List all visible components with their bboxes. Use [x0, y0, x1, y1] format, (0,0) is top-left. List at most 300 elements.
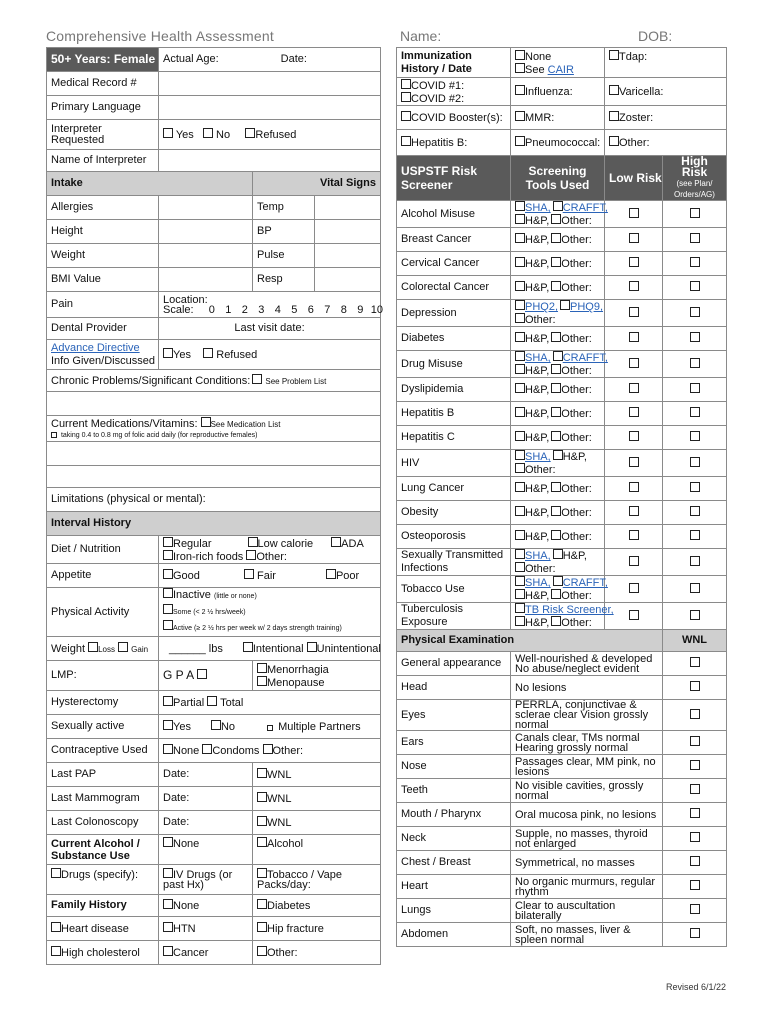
high-risk-cell: [663, 252, 727, 276]
sha-label[interactable]: SHA,: [525, 202, 551, 214]
poor-checkbox[interactable]: [326, 569, 336, 579]
med-list-checkbox[interactable]: [201, 417, 211, 427]
age-date-row[interactable]: [159, 48, 381, 72]
high-risk-checkbox[interactable]: [690, 281, 700, 291]
exam-area: Abdomen: [397, 923, 511, 947]
screener-name: Drug Misuse: [397, 351, 511, 378]
substance-none-checkbox[interactable]: [163, 837, 173, 847]
crafft-checkbox[interactable]: [553, 351, 563, 361]
hip-fracture-label: Hip fracture: [267, 923, 324, 935]
low-risk-checkbox[interactable]: [629, 383, 639, 393]
imm-other-checkbox[interactable]: [609, 136, 619, 146]
other-checkbox[interactable]: [551, 233, 561, 243]
last-mammogram-label: Last Mammogram: [47, 787, 159, 811]
exam-finding: Clear to auscultation bilaterally: [511, 899, 663, 923]
no-checkbox[interactable]: [203, 128, 213, 138]
poor-label: Poor: [335, 570, 360, 582]
covid1-checkbox[interactable]: [401, 79, 411, 89]
low-risk-checkbox[interactable]: [629, 307, 639, 317]
high-risk-cell: [663, 603, 727, 630]
low-risk-checkbox[interactable]: [629, 332, 639, 342]
screener-row: [397, 201, 727, 228]
advance-directive-link[interactable]: Advance Directive: [51, 341, 140, 354]
active-label: Active (≥ 2 ½ hrs per week w/ 2 days strength training): [173, 625, 342, 632]
interpreter-name-label: Name of Interpreter: [47, 150, 159, 172]
exam-area: Chest / Breast: [397, 851, 511, 875]
exam-wnl-checkbox[interactable]: [690, 808, 700, 818]
gpa-checkbox[interactable]: [197, 669, 207, 679]
meds-field-2[interactable]: [47, 466, 381, 488]
screening-tools-cell: [511, 252, 605, 276]
zoster-checkbox[interactable]: [609, 111, 619, 121]
temp-field[interactable]: [315, 196, 381, 220]
screening-tools-cell: [511, 402, 605, 426]
uspstf-table: [396, 155, 727, 630]
exam-wnl-checkbox[interactable]: [690, 904, 700, 914]
sha-checkbox[interactable]: [515, 549, 525, 559]
other-checkbox[interactable]: [515, 562, 525, 572]
phq9-checkbox[interactable]: [560, 300, 570, 310]
low-risk-checkbox[interactable]: [629, 281, 639, 291]
fh-diabetes-label: Diabetes: [267, 900, 311, 912]
high-risk-checkbox[interactable]: [690, 307, 700, 317]
pulse-field[interactable]: [315, 244, 381, 268]
contra-other-checkbox[interactable]: [263, 744, 273, 754]
interpreter-options: [159, 120, 381, 150]
mmr-checkbox[interactable]: [515, 111, 525, 121]
immunization-cell: [397, 48, 511, 78]
high-risk-checkbox[interactable]: [690, 208, 700, 218]
ada-label: ADA: [341, 537, 364, 550]
crafft-label[interactable]: CRAFFT,: [562, 202, 608, 214]
bmi-field[interactable]: [159, 268, 253, 292]
scale-value[interactable]: 0: [208, 303, 215, 316]
multiple-partners-checkbox[interactable]: [267, 725, 273, 731]
screener-name: Hepatitis B: [397, 402, 511, 426]
unintentional-checkbox[interactable]: [307, 642, 317, 652]
sha-checkbox[interactable]: [515, 576, 525, 586]
imm-none-cell: [511, 48, 605, 78]
high-risk-checkbox[interactable]: [690, 431, 700, 441]
cancer-checkbox[interactable]: [163, 946, 173, 956]
exam-wnl-checkbox[interactable]: [690, 928, 700, 938]
hysterectomy-options: [159, 691, 381, 715]
phq2-checkbox[interactable]: [515, 300, 525, 310]
exam-wnl-checkbox[interactable]: [690, 832, 700, 842]
screening-tools-cell: [511, 228, 605, 252]
other-checkbox[interactable]: [551, 257, 561, 267]
high-risk-checkbox[interactable]: [690, 530, 700, 540]
tb-screener-checkbox[interactable]: [515, 603, 525, 613]
problem-list-checkbox[interactable]: [252, 374, 262, 384]
sha-checkbox[interactable]: [515, 201, 525, 211]
exam-row: [397, 700, 727, 731]
varicella-label: Varicella:: [619, 86, 664, 98]
screening-tools-cell: [511, 351, 608, 378]
screener-name: Colorectal Cancer: [397, 276, 511, 300]
hp-checkbox[interactable]: [515, 383, 525, 393]
exam-finding: No organic murmurs, regular rhythm: [511, 875, 663, 899]
hp-checkbox[interactable]: [515, 589, 525, 599]
screener-name: Cervical Cancer: [397, 252, 511, 276]
tobacco-checkbox[interactable]: [257, 868, 267, 878]
screener-name: Osteoporosis: [397, 525, 511, 549]
contra-none-checkbox[interactable]: [163, 744, 173, 754]
yes-checkbox[interactable]: [163, 128, 173, 138]
gpa-field[interactable]: [159, 661, 253, 691]
hp-checkbox[interactable]: [515, 257, 525, 267]
screener-name: Alcohol Misuse: [397, 201, 511, 228]
high-risk-checkbox[interactable]: [690, 332, 700, 342]
sa-yes-checkbox[interactable]: [163, 720, 173, 730]
exam-row: [397, 779, 727, 803]
crafft-label[interactable]: CRAFFT,: [562, 577, 608, 589]
influenza-checkbox[interactable]: [515, 85, 525, 95]
menopause-label: Menopause: [267, 676, 325, 689]
low-risk-checkbox[interactable]: [629, 407, 639, 417]
high-risk-checkbox[interactable]: [690, 257, 700, 267]
allergies-field[interactable]: [159, 196, 253, 220]
low-calorie-checkbox[interactable]: [248, 537, 258, 547]
low-risk-checkbox[interactable]: [629, 556, 639, 566]
low-risk-cell: [605, 450, 663, 477]
hp-checkbox[interactable]: [515, 530, 525, 540]
screener-row: [397, 576, 727, 603]
intentional-label: Intentional: [252, 643, 304, 655]
exam-wnl-cell: [663, 899, 727, 923]
low-risk-checkbox[interactable]: [629, 257, 639, 267]
total-checkbox[interactable]: [207, 696, 217, 706]
hepb-imm-checkbox[interactable]: [401, 136, 411, 146]
exam-wnl-checkbox[interactable]: [690, 736, 700, 746]
low-risk-cell: [605, 327, 663, 351]
pap-wnl: [253, 763, 381, 787]
hp-checkbox[interactable]: [515, 616, 525, 626]
cancer-cell: [159, 941, 253, 965]
advance-directive-cell: [47, 340, 159, 370]
exam-row: [397, 755, 727, 779]
mammogram-wnl: [253, 787, 381, 811]
low-risk-cell: [605, 477, 663, 501]
low-risk-checkbox[interactable]: [629, 610, 639, 620]
high-risk-checkbox[interactable]: [690, 482, 700, 492]
iron-rich-checkbox[interactable]: [163, 550, 173, 560]
fair-label: Fair: [256, 570, 276, 582]
sha-checkbox[interactable]: [515, 351, 525, 361]
interpreter-requested-label: Interpreter Requested: [47, 120, 159, 150]
high-risk-note: (see Plan/ Orders/AG): [674, 179, 715, 199]
pap-date-field[interactable]: Date:: [159, 763, 253, 787]
low-risk-checkbox[interactable]: [629, 233, 639, 243]
limitations-label: Limitations (physical or mental):: [47, 488, 381, 512]
other-checkbox[interactable]: [551, 332, 561, 342]
low-risk-checkbox[interactable]: [629, 431, 639, 441]
exam-finding: Oral mucosa pink, no lesions: [511, 803, 663, 827]
high-risk-cell: [663, 228, 727, 252]
hp-checkbox[interactable]: [553, 450, 563, 460]
low-risk-cell: [605, 549, 663, 576]
tdap-checkbox[interactable]: [609, 50, 619, 60]
screening-tools-cell: [511, 426, 605, 450]
regular-checkbox[interactable]: [163, 537, 173, 547]
screener-name: Hepatitis C: [397, 426, 511, 450]
other-checkbox[interactable]: [515, 313, 525, 323]
bp-field[interactable]: [315, 220, 381, 244]
iv-drugs-checkbox[interactable]: [163, 868, 173, 878]
heart-disease-checkbox[interactable]: [51, 922, 61, 932]
scale-value[interactable]: 6: [307, 303, 314, 316]
scale-values: [194, 304, 386, 316]
varicella-checkbox[interactable]: [609, 85, 619, 95]
ada-checkbox[interactable]: [331, 537, 341, 547]
pap-wnl-checkbox[interactable]: [257, 768, 267, 778]
tdap-label: Tdap:: [619, 51, 648, 63]
high-risk-checkbox[interactable]: [690, 556, 700, 566]
loss-checkbox[interactable]: [88, 642, 98, 652]
interpreter-name-field[interactable]: [159, 150, 381, 172]
booster-cell: [397, 106, 511, 130]
low-risk-checkbox[interactable]: [629, 506, 639, 516]
screener-row: [397, 327, 727, 351]
hp-checkbox[interactable]: [515, 407, 525, 417]
fh-none-checkbox[interactable]: [163, 899, 173, 909]
hp-label: H&P,: [525, 234, 550, 246]
sha-label[interactable]: SHA,: [525, 577, 551, 589]
low-risk-checkbox[interactable]: [629, 482, 639, 492]
other-checkbox[interactable]: [551, 281, 561, 291]
scale-value[interactable]: 8: [340, 303, 347, 316]
exam-wnl-checkbox[interactable]: [690, 681, 700, 691]
height-label: Height: [47, 220, 159, 244]
mammogram-date-field[interactable]: Date:: [159, 787, 253, 811]
colonoscopy-date-field[interactable]: Date:: [159, 811, 253, 835]
fh-none-label: None: [173, 900, 200, 912]
condoms-label: Condoms: [212, 745, 260, 757]
hip-fracture-checkbox[interactable]: [257, 922, 267, 932]
exam-row: [397, 923, 727, 947]
other-checkbox[interactable]: [551, 530, 561, 540]
high-risk-cell: [663, 378, 727, 402]
exam-wnl-checkbox[interactable]: [690, 709, 700, 719]
low-risk-cell: [605, 402, 663, 426]
exam-wnl-checkbox[interactable]: [690, 880, 700, 890]
high-risk-checkbox[interactable]: [690, 407, 700, 417]
sha-checkbox[interactable]: [515, 450, 525, 460]
menopause-checkbox[interactable]: [257, 676, 267, 686]
exam-wnl-checkbox[interactable]: [690, 784, 700, 794]
exam-wnl-cell: [663, 700, 727, 731]
gpa-label: G P A: [163, 668, 195, 682]
cair-link[interactable]: CAIR: [547, 63, 574, 76]
other-checkbox[interactable]: [551, 482, 561, 492]
hp-checkbox[interactable]: [553, 549, 563, 559]
pulse-label: Pulse: [253, 244, 315, 268]
fair-checkbox[interactable]: [244, 569, 254, 579]
scale-value[interactable]: 10: [370, 303, 383, 316]
colonoscopy-wnl-checkbox[interactable]: [257, 816, 267, 826]
high-risk-checkbox[interactable]: [690, 383, 700, 393]
scale-value[interactable]: 1: [225, 303, 232, 316]
high-risk-checkbox[interactable]: [690, 233, 700, 243]
mammogram-wnl-checkbox[interactable]: [257, 792, 267, 802]
other-checkbox[interactable]: [551, 364, 561, 374]
exam-wnl-checkbox[interactable]: [690, 760, 700, 770]
exam-finding: Well-nourished & developed No abuse/neglect evident: [511, 652, 663, 676]
low-risk-checkbox[interactable]: [629, 530, 639, 540]
phq2-label[interactable]: PHQ2,: [525, 301, 559, 313]
tb-screener-label[interactable]: TB Risk Screener,: [525, 604, 614, 616]
chronic-field[interactable]: [47, 392, 381, 416]
exam-finding: No lesions: [511, 676, 663, 700]
exam-wnl-checkbox[interactable]: [690, 657, 700, 667]
high-risk-cell: [663, 450, 727, 477]
gain-checkbox[interactable]: [118, 642, 128, 652]
hp-checkbox[interactable]: [515, 364, 525, 374]
exam-wnl-checkbox[interactable]: [690, 856, 700, 866]
other-checkbox[interactable]: [551, 589, 561, 599]
scale-value[interactable]: 2: [241, 303, 248, 316]
imm-none-checkbox[interactable]: [515, 50, 525, 60]
other-label: Other:: [561, 483, 592, 495]
fh-diabetes-checkbox[interactable]: [257, 899, 267, 909]
hp-checkbox[interactable]: [515, 506, 525, 516]
weight-label: Weight: [47, 244, 159, 268]
other-label: Other:: [561, 333, 592, 345]
sa-no-checkbox[interactable]: [211, 720, 221, 730]
screener-row: [397, 402, 727, 426]
other-checkbox[interactable]: [551, 214, 561, 224]
other-label: Other:: [561, 432, 592, 444]
inactive-checkbox[interactable]: [163, 588, 173, 598]
hp-checkbox[interactable]: [515, 281, 525, 291]
hp-checkbox[interactable]: [515, 332, 525, 342]
high-cholesterol-checkbox[interactable]: [51, 946, 61, 956]
exam-area: General appearance: [397, 652, 511, 676]
high-risk-checkbox[interactable]: [690, 358, 700, 368]
contra-other-label: Other:: [272, 745, 304, 757]
exam-finding: Symmetrical, no masses: [511, 851, 663, 875]
low-risk-header: Low Risk: [605, 156, 663, 201]
high-risk-label: High Risk: [681, 154, 708, 179]
hp-label: H&P,: [525, 483, 550, 495]
screening-tools-cell: [511, 276, 605, 300]
crafft-checkbox[interactable]: [553, 576, 563, 586]
scale-value[interactable]: 3: [258, 303, 265, 316]
scale-value[interactable]: 4: [274, 303, 281, 316]
condoms-checkbox[interactable]: [202, 744, 212, 754]
scale-value[interactable]: 5: [291, 303, 298, 316]
high-risk-cell: [663, 426, 727, 450]
phq9-label[interactable]: PHQ9,: [570, 301, 604, 313]
drugs-checkbox[interactable]: [51, 868, 61, 878]
pain-label: Pain: [47, 292, 159, 318]
weight-change-options: [159, 637, 381, 661]
exam-wnl-cell: [663, 779, 727, 803]
covid1-label: COVID #1:: [411, 79, 465, 92]
other-checkbox[interactable]: [515, 463, 525, 473]
weight-field[interactable]: [159, 244, 253, 268]
sa-yes-label: Yes: [173, 721, 191, 733]
influenza-label: Influenza:: [525, 86, 573, 98]
exam-row: [397, 731, 727, 755]
scale-value[interactable]: 7: [324, 303, 331, 316]
resp-field[interactable]: [315, 268, 381, 292]
ad-yes-checkbox[interactable]: [163, 348, 173, 358]
booster-checkbox[interactable]: [401, 111, 411, 121]
folic-label: taking 0.4 to 0.8 mg of folic acid daily (for reproductive females): [60, 431, 258, 439]
refused-checkbox[interactable]: [245, 128, 255, 138]
sha-label[interactable]: SHA,: [525, 550, 551, 562]
see-cair-checkbox[interactable]: [515, 63, 525, 73]
covid2-checkbox[interactable]: [401, 92, 411, 102]
sha-label[interactable]: SHA,: [525, 451, 551, 463]
other-checkbox[interactable]: [551, 383, 561, 393]
screener-name: Depression: [397, 300, 511, 327]
screening-tools-cell: [511, 549, 605, 576]
high-risk-cell: [663, 477, 727, 501]
exam-wnl-cell: [663, 803, 727, 827]
crafft-checkbox[interactable]: [553, 201, 563, 211]
exam-finding: Canals clear, TMs normal Hearing grossly normal: [511, 731, 663, 755]
folic-checkbox[interactable]: [51, 432, 57, 438]
high-risk-checkbox[interactable]: [690, 506, 700, 516]
intentional-checkbox[interactable]: [243, 642, 253, 652]
scale-label: Scale:: [163, 303, 194, 316]
some-checkbox[interactable]: [163, 604, 173, 614]
high-risk-checkbox[interactable]: [690, 457, 700, 467]
high-risk-checkbox[interactable]: [690, 610, 700, 620]
hp-checkbox[interactable]: [515, 233, 525, 243]
primary-language-field[interactable]: [159, 96, 381, 120]
hp-label: H&P,: [525, 432, 550, 444]
other-checkbox[interactable]: [551, 407, 561, 417]
meds-field-1[interactable]: [47, 442, 381, 466]
hp-checkbox[interactable]: [515, 431, 525, 441]
menorrhagia-checkbox[interactable]: [257, 663, 267, 673]
low-risk-checkbox[interactable]: [629, 583, 639, 593]
htn-checkbox[interactable]: [163, 922, 173, 932]
high-risk-checkbox[interactable]: [690, 583, 700, 593]
low-risk-checkbox[interactable]: [629, 208, 639, 218]
alcohol-checkbox[interactable]: [257, 837, 267, 847]
zoster-label: Zoster:: [619, 112, 654, 124]
low-risk-checkbox[interactable]: [629, 358, 639, 368]
ad-refused-checkbox[interactable]: [203, 348, 213, 358]
screener-row: [397, 603, 727, 630]
crafft-label[interactable]: CRAFFT,: [562, 352, 608, 364]
pneumo-label: Pneumococcal:: [525, 137, 601, 149]
partial-checkbox[interactable]: [163, 696, 173, 706]
scale-value[interactable]: 9: [357, 303, 364, 316]
good-checkbox[interactable]: [163, 569, 173, 579]
diet-other-checkbox[interactable]: [246, 550, 256, 560]
screener-row: [397, 477, 727, 501]
height-field[interactable]: [159, 220, 253, 244]
fh-other-checkbox[interactable]: [257, 946, 267, 956]
sha-label[interactable]: SHA,: [525, 352, 551, 364]
medical-record-field[interactable]: [159, 72, 381, 96]
other-checkbox[interactable]: [551, 616, 561, 626]
lmp-label: LMP:: [47, 661, 159, 691]
hp-checkbox[interactable]: [515, 482, 525, 492]
physical-activity-label: Physical Activity: [47, 588, 159, 637]
low-risk-checkbox[interactable]: [629, 457, 639, 467]
active-checkbox[interactable]: [163, 620, 173, 630]
hp-checkbox[interactable]: [515, 214, 525, 224]
other-checkbox[interactable]: [551, 431, 561, 441]
pneumo-checkbox[interactable]: [515, 136, 525, 146]
other-checkbox[interactable]: [551, 506, 561, 516]
